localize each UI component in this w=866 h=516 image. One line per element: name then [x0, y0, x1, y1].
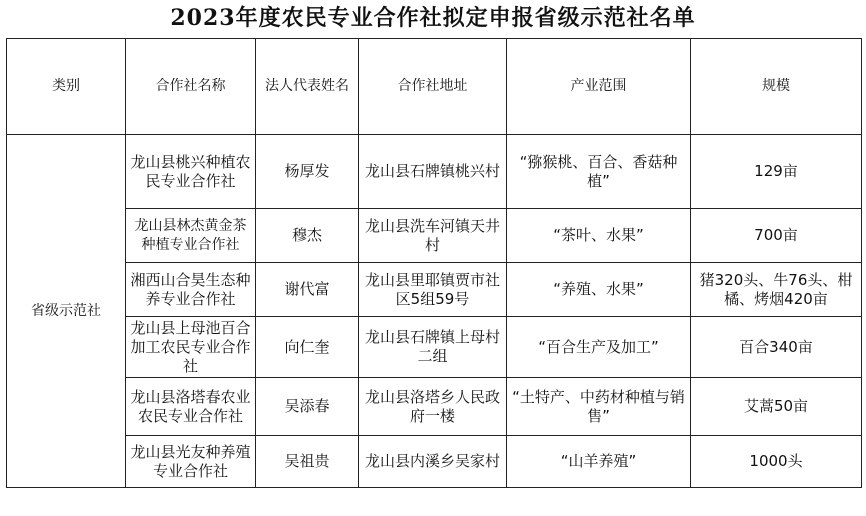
cooperative-name-cell: 湘西山合昊生态种养专业合作社 — [126, 263, 256, 317]
address-cell: 龙山县内溪乡吴家村 — [359, 436, 507, 488]
industry-cell: “猕猴桃、百合、香菇种植” — [507, 135, 691, 209]
industry-cell: “百合生产及加工” — [507, 317, 691, 378]
table-row — [7, 263, 862, 317]
table-row — [7, 135, 862, 209]
industry-cell: “养殖、水果” — [507, 263, 691, 317]
cooperative-table — [6, 38, 862, 488]
industry-cell: “山羊养殖” — [507, 436, 691, 488]
cooperative-name-cell: 龙山县光友种养殖专业合作社 — [126, 436, 256, 488]
legal-rep-cell: 吴添春 — [256, 378, 359, 436]
scale-cell: 艾蒿50亩 — [691, 378, 862, 436]
header-address: 合作社地址 — [359, 39, 507, 135]
address-cell: 龙山县石牌镇桃兴村 — [359, 135, 507, 209]
page-title: 2023年度农民专业合作社拟定申报省级示范社名单 — [170, 5, 696, 31]
address-cell: 龙山县洗车河镇天井村 — [359, 209, 507, 263]
cooperative-name-cell: 龙山县桃兴种植农民专业合作社 — [126, 135, 256, 209]
legal-rep-cell: 穆杰 — [256, 209, 359, 263]
address-cell: 龙山县石牌镇上母村二组 — [359, 317, 507, 378]
address-cell: 龙山县里耶镇贾市社区5组59号 — [359, 263, 507, 317]
legal-rep-cell: 吴祖贵 — [256, 436, 359, 488]
header-scale: 规模 — [691, 39, 862, 135]
scale-cell: 百合340亩 — [691, 317, 862, 378]
cooperative-name-cell: 龙山县上母池百合加工农民专业合作社 — [126, 317, 256, 378]
table-row — [7, 317, 862, 378]
legal-rep-cell: 谢代富 — [256, 263, 359, 317]
header-name: 合作社名称 — [126, 39, 256, 135]
table-row — [7, 436, 862, 488]
scale-cell: 1000头 — [691, 436, 862, 488]
legal-rep-cell: 向仁奎 — [256, 317, 359, 378]
cooperative-name-cell: 龙山县洛塔春农业农民专业合作社 — [126, 378, 256, 436]
address-cell: 龙山县洛塔乡人民政府一楼 — [359, 378, 507, 436]
table-header-row — [7, 39, 862, 135]
header-category: 类别 — [7, 39, 126, 135]
table-row — [7, 378, 862, 436]
scale-cell: 猪320头、牛76头、柑橘、烤烟420亩 — [691, 263, 862, 317]
cooperative-name-cell: 龙山县林杰黄金茶种植专业合作社 — [126, 209, 256, 263]
industry-cell: “茶叶、水果” — [507, 209, 691, 263]
industry-cell: “土特产、中药材种植与销售” — [507, 378, 691, 436]
header-legal-rep: 法人代表姓名 — [256, 39, 359, 135]
header-industry: 产业范围 — [507, 39, 691, 135]
category-cell: 省级示范社 — [7, 135, 126, 488]
scale-cell: 700亩 — [691, 209, 862, 263]
scale-cell: 129亩 — [691, 135, 862, 209]
table-row — [7, 209, 862, 263]
legal-rep-cell: 杨厚发 — [256, 135, 359, 209]
